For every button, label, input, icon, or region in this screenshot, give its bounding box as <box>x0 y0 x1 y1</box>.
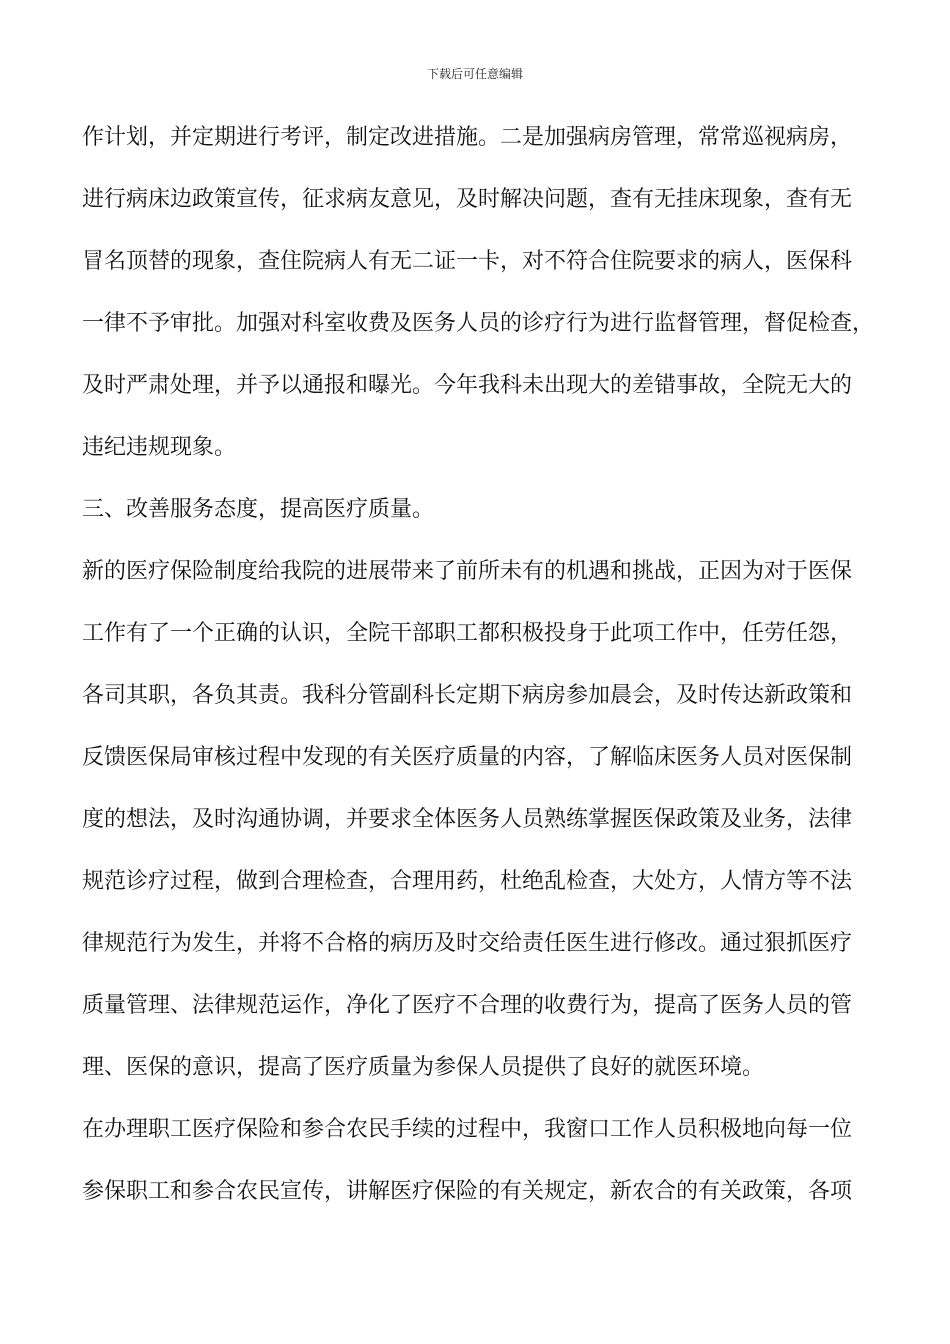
text-line: 及时严肃处理，并予以通报和曝光。今年我科未出现大的差错事故，全院无大的 <box>82 373 853 398</box>
text-line: 反馈医保局审核过程中发现的有关医疗质量的内容，了解临床医务人员对医保制 <box>82 745 853 770</box>
text-line: 进行病床边政策宣传，征求病友意见，及时解决问题，查有无挂床现象，查有无 <box>82 187 853 212</box>
page-header: 下载后可任意编辑 <box>426 67 523 81</box>
text-line: 各司其职，各负其责。我科分管副科长定期下病房参加晨会，及时传达新政策和 <box>82 683 853 708</box>
text-line: 度的想法，及时沟通协调，并要求全体医务人员熟练掌握医保政策及业务，法律 <box>82 807 853 832</box>
text-line: 在办理职工医疗保险和参合农民手续的过程中，我窗口工作人员积极地向每一位 <box>82 1117 853 1142</box>
text-line: 质量管理、法律规范运作，净化了医疗不合理的收费行为，提高了医务人员的管 <box>82 993 853 1018</box>
text-line: 新的医疗保险制度给我院的进展带来了前所未有的机遇和挑战，正因为对于医保 <box>82 559 853 584</box>
document-body <box>82 120 882 1236</box>
text-line: 作计划，并定期进行考评，制定改进措施。二是加强病房管理，常常巡视病房， <box>82 125 853 150</box>
text-line: 违纪违规现象。 <box>82 435 237 460</box>
text-line: 参保职工和参合农民宣传，讲解医疗保险的有关规定，新农合的有关政策，各项 <box>82 1179 853 1204</box>
text-line: 规范诊疗过程，做到合理检查，合理用药，杜绝乱检查，大处方，人情方等不法 <box>82 869 853 894</box>
text-line: 冒名顶替的现象，查住院病人有无二证一卡，对不符合住院要求的病人，医保科 <box>82 249 853 274</box>
text-line: 一律不予审批。加强对科室收费及医务人员的诊疗行为进行监督管理，督促检查， <box>82 311 875 336</box>
section-heading: 三、改善服务态度，提高医疗质量。 <box>82 497 435 522</box>
text-line: 工作有了一个正确的认识，全院干部职工都积极投身于此项工作中，任劳任怨， <box>82 621 853 646</box>
text-line: 律规范行为发生，并将不合格的病历及时交给责任医生进行修改。通过狠抓医疗 <box>82 931 853 956</box>
text-line: 理、医保的意识，提高了医疗质量为参保人员提供了良好的就医环境。 <box>82 1055 765 1080</box>
